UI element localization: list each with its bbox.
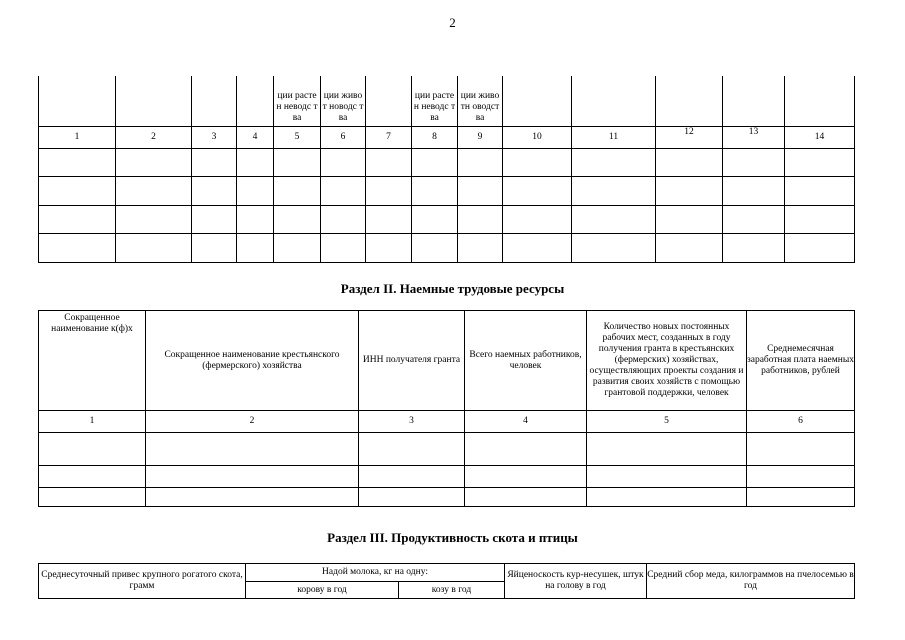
input-cell[interactable] xyxy=(146,488,359,507)
table-section2 xyxy=(38,310,855,507)
input-cell[interactable] xyxy=(465,466,587,488)
t1-header-cell-12 xyxy=(656,76,723,126)
input-cell[interactable] xyxy=(366,233,412,262)
input-cell[interactable] xyxy=(146,466,359,488)
input-cell[interactable] xyxy=(785,176,855,205)
input-cell[interactable] xyxy=(572,148,656,176)
input-cell[interactable] xyxy=(747,466,855,488)
s3-header-cow: корову в год xyxy=(246,582,399,599)
s2-col-number: 1 xyxy=(39,411,146,433)
input-cell[interactable] xyxy=(785,148,855,176)
t1-header-cell-13 xyxy=(723,76,785,126)
input-cell[interactable] xyxy=(321,205,366,233)
input-cell[interactable] xyxy=(39,205,116,233)
t1-header-cell-1 xyxy=(39,76,116,126)
input-cell[interactable] xyxy=(116,205,192,233)
t1-col-number: 10 xyxy=(503,126,572,148)
input-cell[interactable] xyxy=(366,205,412,233)
s2-header-farm-name: Сокращенное наименование крестьянского (фермерского) хозяйства xyxy=(146,311,359,411)
input-cell[interactable] xyxy=(785,233,855,262)
input-cell[interactable] xyxy=(116,176,192,205)
table-section1-continuation xyxy=(38,76,855,263)
input-cell[interactable] xyxy=(192,148,237,176)
t1-col-number: 2 xyxy=(116,126,192,148)
s3-header-goat: козу в год xyxy=(399,582,505,599)
input-cell[interactable] xyxy=(39,233,116,262)
input-cell[interactable] xyxy=(321,148,366,176)
input-cell[interactable] xyxy=(274,233,321,262)
t1-col-number: 4 xyxy=(237,126,274,148)
input-cell[interactable] xyxy=(359,466,465,488)
t1-number-row xyxy=(39,126,855,148)
table-section3 xyxy=(38,563,855,599)
t1-col-number: 7 xyxy=(366,126,412,148)
input-cell[interactable] xyxy=(39,176,116,205)
s2-header-inn: ИНН получателя гранта xyxy=(359,311,465,411)
input-cell[interactable] xyxy=(465,488,587,507)
t1-header-text-6: ции живот новодс тва xyxy=(322,90,364,123)
input-cell[interactable] xyxy=(572,233,656,262)
input-cell[interactable] xyxy=(503,205,572,233)
input-cell[interactable] xyxy=(465,433,587,466)
table-row xyxy=(39,148,855,176)
input-cell[interactable] xyxy=(587,466,747,488)
t1-col-number: 9 xyxy=(458,126,503,148)
input-cell[interactable] xyxy=(503,233,572,262)
t1-header-cell-3 xyxy=(192,76,237,126)
input-cell[interactable] xyxy=(39,466,146,488)
input-cell[interactable] xyxy=(39,148,116,176)
t1-header-cell-14 xyxy=(785,76,855,126)
t1-col-number: 12 xyxy=(656,126,723,148)
s2-header-total-employees: Всего наемных работников, человек xyxy=(465,311,587,411)
input-cell[interactable] xyxy=(503,148,572,176)
input-cell[interactable] xyxy=(412,176,458,205)
input-cell[interactable] xyxy=(458,176,503,205)
input-cell[interactable] xyxy=(146,433,359,466)
input-cell[interactable] xyxy=(723,205,785,233)
s2-header-avg-salary: Среднемесячная заработная плата наемных работников, рублей xyxy=(747,311,855,411)
input-cell[interactable] xyxy=(458,205,503,233)
input-cell[interactable] xyxy=(359,433,465,466)
t1-header-cell-4 xyxy=(237,76,274,126)
s3-header-honey: Средний сбор меда, килограммов на пчелосемью в год xyxy=(647,564,855,599)
input-cell[interactable] xyxy=(237,148,274,176)
s2-col-number: 5 xyxy=(587,411,747,433)
section3-title: Раздел III. Продуктивность скота и птицы xyxy=(327,530,578,545)
s2-col-number: 2 xyxy=(146,411,359,433)
input-cell[interactable] xyxy=(412,148,458,176)
s3-header-daily-gain: Среднесуточный привес крупного рогатого скота, грамм xyxy=(39,564,246,599)
s2-col-number: 6 xyxy=(747,411,855,433)
input-cell[interactable] xyxy=(458,233,503,262)
table-row xyxy=(39,488,855,507)
t1-header-cell-10 xyxy=(503,76,572,126)
input-cell[interactable] xyxy=(237,205,274,233)
t1-header-cell-2 xyxy=(116,76,192,126)
input-cell[interactable] xyxy=(116,233,192,262)
s2-col-number: 4 xyxy=(465,411,587,433)
input-cell[interactable] xyxy=(458,148,503,176)
t1-col-number: 14 xyxy=(785,126,855,148)
input-cell[interactable] xyxy=(656,148,723,176)
t1-header-cell-9 xyxy=(458,76,503,126)
input-cell[interactable] xyxy=(412,233,458,262)
input-cell[interactable] xyxy=(274,176,321,205)
input-cell[interactable] xyxy=(237,176,274,205)
input-cell[interactable] xyxy=(587,488,747,507)
input-cell[interactable] xyxy=(366,148,412,176)
table-row xyxy=(39,205,855,233)
t1-col-number: 11 xyxy=(572,126,656,148)
input-cell[interactable] xyxy=(366,176,412,205)
input-cell[interactable] xyxy=(723,233,785,262)
input-cell[interactable] xyxy=(237,233,274,262)
t1-header-cell-6 xyxy=(321,76,366,126)
t1-header-cell-5 xyxy=(274,76,321,126)
input-cell[interactable] xyxy=(192,205,237,233)
input-cell[interactable] xyxy=(192,176,237,205)
t1-header-text-5: ции растен неводс тва xyxy=(276,90,318,123)
input-cell[interactable] xyxy=(747,433,855,466)
s2-number-row xyxy=(39,411,855,433)
input-cell[interactable] xyxy=(274,205,321,233)
s3-header-milk-yield: Надой молока, кг на одну: xyxy=(246,564,505,582)
input-cell[interactable] xyxy=(656,205,723,233)
t1-col-number: 13 xyxy=(723,126,785,148)
t1-header-cell-8 xyxy=(412,76,458,126)
input-cell[interactable] xyxy=(359,488,465,507)
page-number: 2 xyxy=(449,15,456,30)
input-cell[interactable] xyxy=(116,148,192,176)
t1-col-number: 5 xyxy=(274,126,321,148)
t1-col-number: 8 xyxy=(412,126,458,148)
input-cell[interactable] xyxy=(39,433,146,466)
t1-header-text-8: ции растен неводс тва xyxy=(413,90,456,123)
table-row xyxy=(39,466,855,488)
input-cell[interactable] xyxy=(572,176,656,205)
input-cell[interactable] xyxy=(587,433,747,466)
input-cell[interactable] xyxy=(192,233,237,262)
s2-header-short-name: Сокращенное наименование к(ф)х xyxy=(39,311,146,411)
input-cell[interactable] xyxy=(656,233,723,262)
input-cell[interactable] xyxy=(412,205,458,233)
input-cell[interactable] xyxy=(785,205,855,233)
t1-header-cell-11 xyxy=(572,76,656,126)
t1-col-number: 6 xyxy=(321,126,366,148)
t1-col-number: 1 xyxy=(39,126,116,148)
table-row xyxy=(39,176,855,205)
input-cell[interactable] xyxy=(747,488,855,507)
t1-col-number: 3 xyxy=(192,126,237,148)
input-cell[interactable] xyxy=(656,176,723,205)
t1-header-cell-7 xyxy=(366,76,412,126)
input-cell[interactable] xyxy=(321,176,366,205)
input-cell[interactable] xyxy=(723,176,785,205)
input-cell[interactable] xyxy=(723,148,785,176)
s3-header-egg-yield: Яйценоскость кур-несушек, штук на голову в год xyxy=(505,564,647,599)
input-cell[interactable] xyxy=(572,205,656,233)
input-cell[interactable] xyxy=(321,233,366,262)
table-row xyxy=(39,233,855,262)
section2-title: Раздел II. Наемные трудовые ресурсы xyxy=(340,281,565,296)
s2-header-new-jobs: Количество новых постоянных рабочих мест, созданных в году получения гранта в крестьянских (фермерских) хозяйствах, осуществляющих проекты создания и развития своих хозяйств с помощью грантовой поддержки, человек xyxy=(587,311,747,411)
s2-col-number: 3 xyxy=(359,411,465,433)
table-row xyxy=(39,433,855,466)
input-cell[interactable] xyxy=(39,488,146,507)
input-cell[interactable] xyxy=(274,148,321,176)
input-cell[interactable] xyxy=(503,176,572,205)
t1-header-text-9: ции животн оводст ва xyxy=(460,90,500,123)
